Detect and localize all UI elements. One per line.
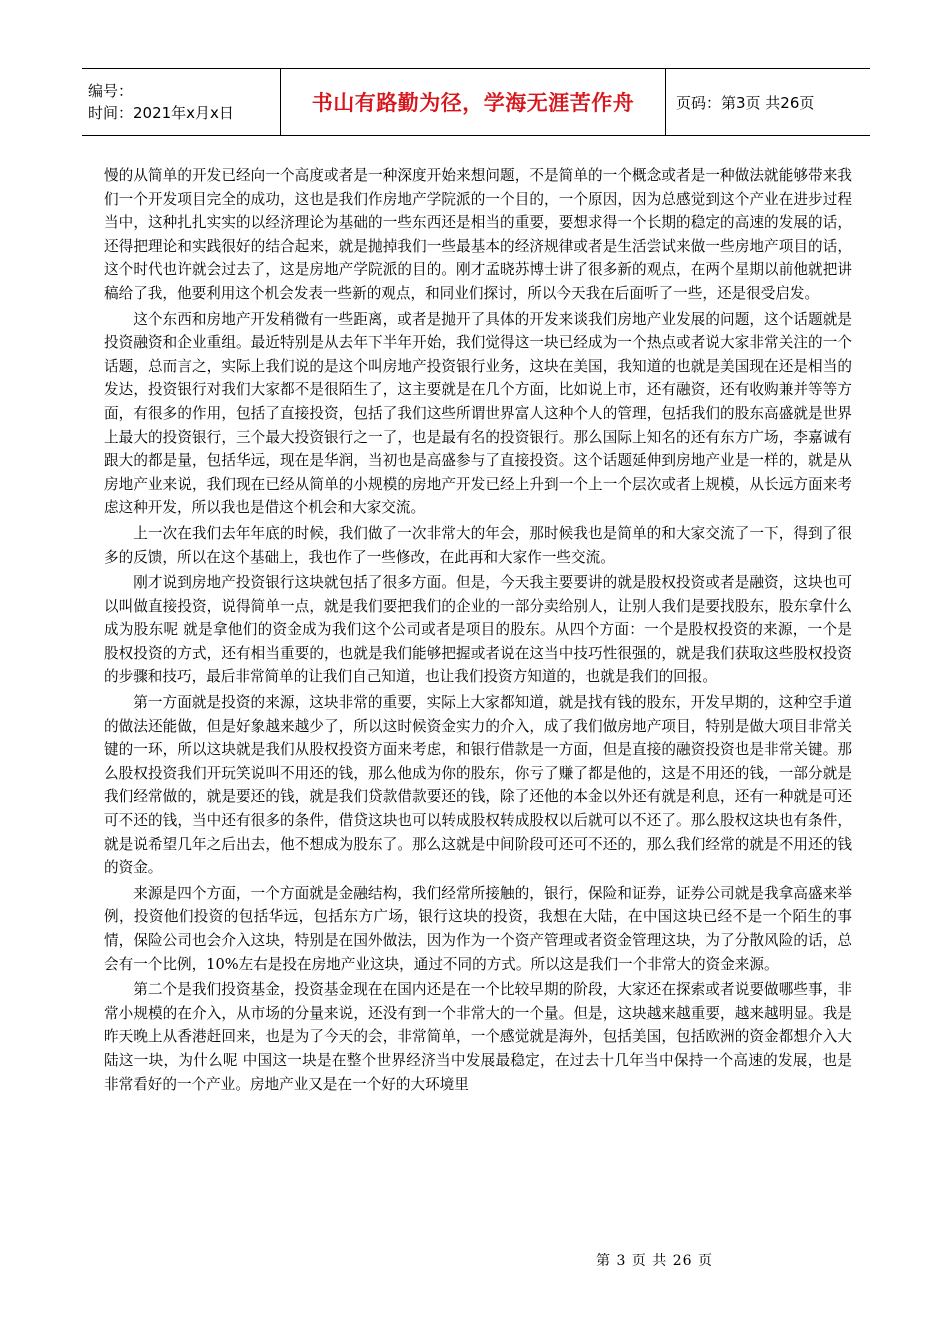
- page-header: [82, 68, 870, 136]
- header-motto: 书山有路勤为径，学海无涯苦作舟: [281, 69, 666, 135]
- header-meta: [82, 69, 281, 135]
- page-footer: 第 3 页 共 26 页: [596, 1253, 713, 1269]
- body-paragraph: 慢的从简单的开发已经向一个高度或者是一种深度开始来想问题，不是简单的一个概念或者是一种做法就能够带来我们一个开发项目完全的成功，这也是我们作房地产学院派的一个目的，一个原因，因为总感觉到这个产业在进步过程当中，这种扎扎实实的以经济理论为基础的一些东西还是相当的重要，要想求得一个长期的稳定的高速的发展的话，还得把理论和实践很好的结合起来，就是抛掉我们一些最基本的经济规律或者是生活尝试来做一些房地产项目的话，这个时代也许就会过去了，这是房地产学院派的目的。刚才孟晓苏博士讲了很多新的观点，在两个星期以前他就把讲稿给了我，他要利用这个机会发表一些新的观点，和同业们探讨，所以今天我在后面听了一些，还是很受启发。: [104, 167, 852, 302]
- document-number-label: 编号：: [88, 82, 134, 100]
- body-paragraph: 刚才说到房地产投资银行这块就包括了很多方面。但是，今天我主要要讲的就是股权投资或者是融资，这块也可以叫做直接投资，说得简单一点，就是我们要把我们的企业的一部分卖给别人，让别人我们是要找股东，股东拿什么成为股东呢 就是拿他们的资金成为我们这个公司或者是项目的股东。从四个方面：一个是股权投资的来源，一个是股权投资的方式，还有相当重要的，也就是我们能够把握或者说在这当中技巧性很强的，就是我们获取这些股权投资的步骤和技巧，最后非常简单的让我们自己知道，也让我们投资方知道的，也就是我们的回报。: [104, 574, 852, 686]
- body-paragraph: 上一次在我们去年年底的时候，我们做了一次非常大的年会，那时候我也是简单的和大家交流了一下，得到了很多的反馈，所以在这个基础上，我也作了一些修改，在此再和大家作一些交流。: [104, 524, 852, 566]
- document-body: [104, 164, 852, 1098]
- body-paragraph: 第一方面就是投资的来源，这块非常的重要，实际上大家都知道，就是找有钱的股东，开发早期的，这种空手道的做法还能做，但是好象越来越少了，所以这时候资金实力的介入，成了我们做房地产项目，特别是做大项目非常关键的一环，所以这块就是我们从股权投资方面来考虑，和银行借款是一方面，但是直接的融资投资也是非常关键。那么股权投资我们开玩笑说叫不用还的钱，那么他成为你的股东，你亏了赚了都是他的，这是不用还的钱，一部分就是我们经常做的，就是要还的钱，就是我们贷款借款要还的钱，除了还他的本金以外还有就是利息，还有一种就是可还可不还的钱，当中还有很多的条件，借贷这块也可以转成股权转成股权以后就可以不还了。那么股权这块也有条件，就是说希望几年之后出去，他不想成为股东了。那么这就是中间阶段可还可不还的，那么我们经常的就是不用还的钱的资金。: [104, 694, 852, 877]
- body-paragraph: 来源是四个方面，一个方面就是金融结构，我们经常所接触的，银行，保险和证券，证券公司就是我拿高盛来举例，投资他们投资的包括华远，包括东方广场，银行这块的投资，我想在大陆，在中国这块已经不是一个陌生的事情，保险公司也会介入这块，特别是在国外做法，因为作为一个资产管理或者资金管理这块，为了分散风险的话，总会有一个比例，10%左右是投在房地产业这块，通过不同的方式。所以这是我们一个非常大的资金来源。: [104, 884, 852, 973]
- document-date: 时间：2021年x月x日: [88, 104, 234, 122]
- header-page-info: 页码：第3页 共26页: [676, 93, 815, 112]
- body-paragraph: 第二个是我们投资基金，投资基金现在在国内还是在一个比较早期的阶段，大家还在探索或者说要做哪些事，非常小规模的在介入，从市场的分量来说，还没有到一个非常大的一个量。但是，这块越来越重要，越来越明显。我是昨天晚上从香港赶回来，也是为了今天的会，非常简单，一个感觉就是海外，包括美国，包括欧洲的资金都想介入大陆这一块，为什么呢 中国这一块是在整个世界经济当中发展最稳定，在过去十几年当中保持一个高速的发展，也是非常看好的一个产业。房地产业又是在一个好的大环境里: [104, 981, 852, 1093]
- body-paragraph: 这个东西和房地产开发稍微有一些距离，或者是抛开了具体的开发来谈我们房地产业发展的问题，这个话题就是投资融资和企业重组。最近特别是从去年下半年开始，我们觉得这一块已经成为一个热点或者说大家非常关注的一个话题，总而言之，实际上我们说的是这个叫房地产投资银行业务，这块在美国，我知道的也就是美国现在还是相当的发达，投资银行对我们大家都不是很陌生了，这主要就是在几个方面，比如说上市，还有融资，还有收购兼并等等方面，有很多的作用，包括了直接投资，包括了我们这些所谓世界富人这种个人的管理，包括我们的股东高盛就是世界上最大的投资银行，三个最大投资银行之一了，也是最有名的投资银行。那么国际上知名的还有东方广场，李嘉诚有跟大的都是量，包括华远，现在是华润，当初也是高盛参与了直接投资。这个话题延伸到房地产业是一样的，就是从房地产业来说，我们现在已经从简单的小规模的房地产开发已经上升到一个上一个层次或者上规模，从长远方面来考虑这种开发，所以我也是借这个机会和大家交流。: [104, 310, 852, 517]
